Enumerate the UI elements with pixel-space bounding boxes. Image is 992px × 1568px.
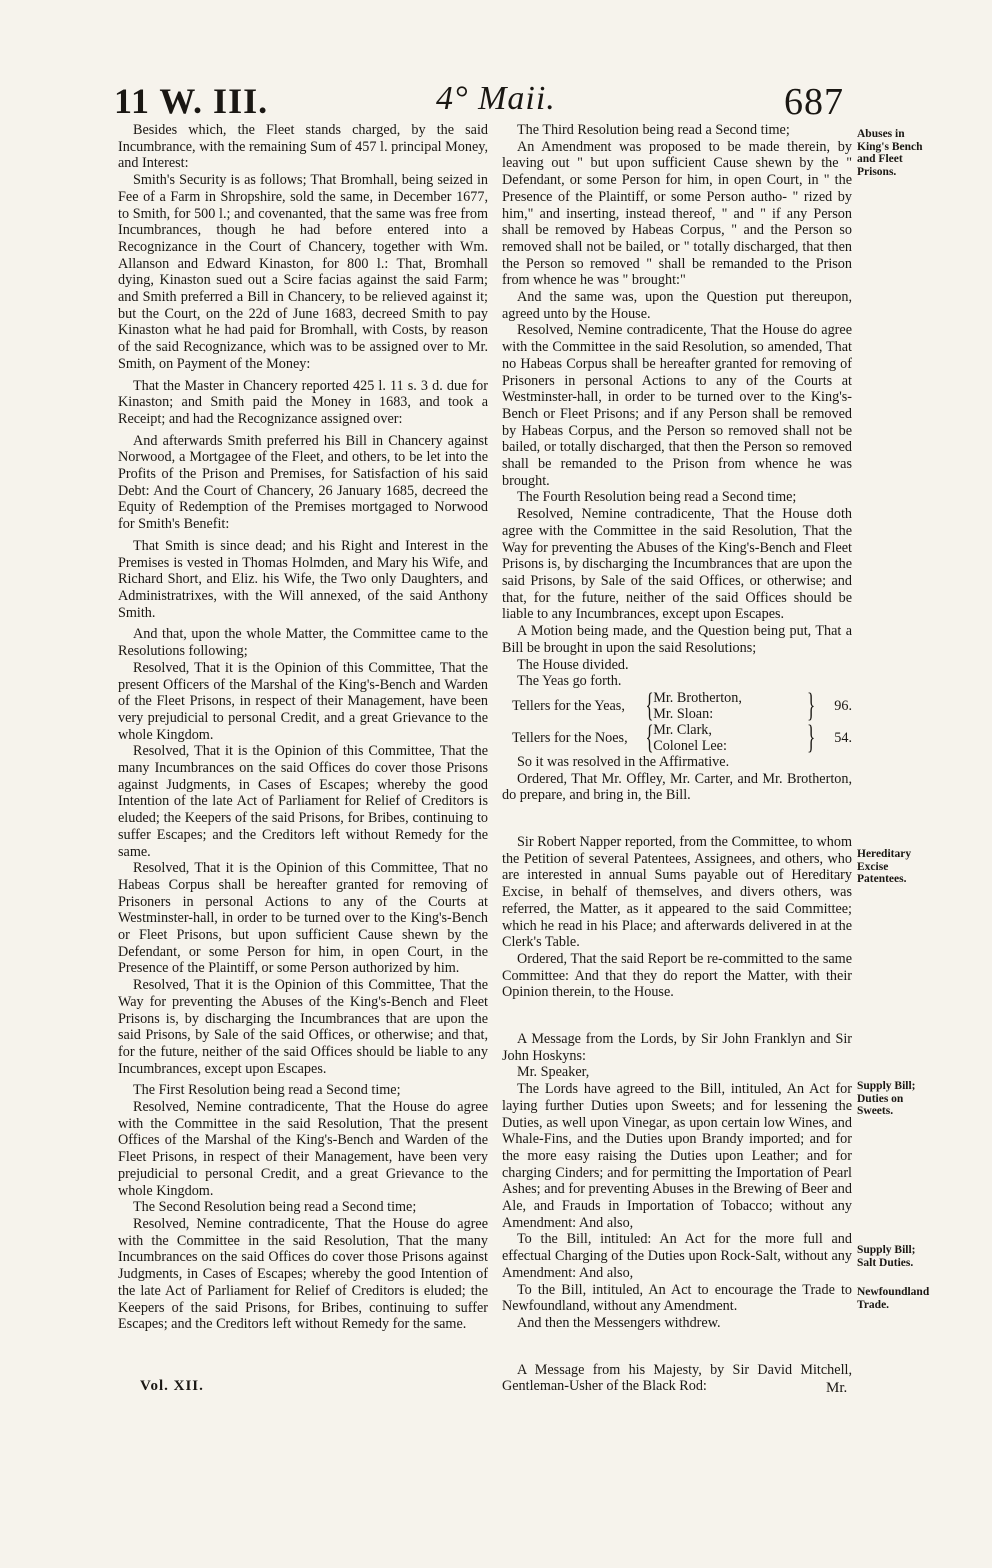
paragraph: Besides which, the Fleet stands charged, by the said Incumbrance, with the remaining Sum of 457 l. principal Money, and Interest: [118,122,488,172]
tellers-noes-names [653,722,802,754]
teller-name: Mr. Sloan: [653,705,714,722]
paragraph: An Amendment was proposed to be made therein, by leaving out " but upon sufficient Cause shewn by the " Defendant, or some Person for him, in open Court, in " the Presence of the Plaintiff, or some Person autho- " rized by him," and inserting, instead thereof, " and " if any Person shall be removed by Habeas Corpus, " and the Person so removed shall not be bailed, or " totally discharged, that then the Person so removed " shall be remanded to the Prison from whence he was " brought:" [502,138,852,289]
paragraph: The Third Resolution being read a Second time; [517,122,790,138]
paragraph: Resolved, That it is the Opinion of this Committee, That the many Incumbrances on the said Offices do cover those Prisons against Judgments, in Cases of Escapes; whereby the good Intention of the late Act of Parliament for Relief of Creditors is eluded; the Keepers of the said Prisons, for Bribes, continuing to suffer Escapes; and the Creditors left without Remedy for the same. [118,743,488,860]
volume-signature: Vol. XII. [140,1378,204,1394]
paragraph: The First Resolution being read a Second time; [133,1082,401,1099]
paragraph: Resolved, Nemine contradicente, That the House do agree with the Committee in the said Resolution, That the present Offices of the Marshal of the King's-Bench and Warden of the Fleet Prisons, in respect of their Management, have been very prejudicial to personal Credit, and a great Grievance to the whole Kingdom. [118,1099,488,1199]
running-head-reign: 11 W. III. [114,81,269,121]
brace-icon: } [807,686,816,724]
division-tellers [502,686,852,756]
right-column [502,122,852,1395]
paragraph: Ordered, That the said Report be re-committed to the same Committee: And that they do report the Matter, with their Opinion therein, to the House. [502,950,852,1001]
tellers-noes-row [512,718,852,756]
yeas-count: 96. [834,697,852,714]
paragraph: Resolved, Nemine contradicente, That the House do agree with the Committee in the said Resolution, That the many Incumbrances on the said Offices do cover those Prisons against Judgments, in Cases of Escapes; whereby the good Intention of the late Act of Parliament for Relief of Creditors is eluded; the Keepers of the said Prisons, for Bribes, continuing to suffer Escapes; and the Creditors left without Remedy for the same. [118,1216,488,1333]
margin-note: Newfoundland Trade. [857,1286,930,1311]
running-head-date: 4° Maii. [436,80,556,117]
paragraph: Mr. Speaker, [517,1064,590,1081]
paragraph: Resolved, That it is the Opinion of this Committee, That the Way for preventing the Abuses of the King's-Bench and Fleet Prisons is, by discharging the Incumbrances that are upon the said Prisons, by Sale of the said Offices, or otherwise; and that, for the future, neither of the said Offices should be liable to any Incumbrances, except upon Escapes. [118,977,488,1077]
brace-icon: { [645,718,654,756]
paragraph: The Yeas go forth. [517,673,622,690]
paragraph: The Fourth Resolution being read a Second time; [517,489,797,506]
teller-name: Mr. Clark, [653,721,712,738]
paragraph: Smith's Security is as follows; That Bromhall, being seized in Fee of a Farm in Shropshire, sold the same, in December 1677, to Smith, for 500 l.; and covenanted, that the same was free from Incumbrances, though he had before entered into a Recognizance in the Court of Chancery, together with Wm. Allanson and Edward Kinaston, for 800 l.: That, Bromhall dying, Kinaston sued out a Scire facias against the said Farm; and Smith preferred a Bill in Chancery, to be relieved against it; but the Court, on the 22d of June 1683, decreed Smith to pay Kinaston what he had paid for Bromhall, with Costs, by reason of the said Recognizance, which was to be assigned over to Mr. Smith, on Payment of the Money: [118,172,488,372]
paragraph: A Message from the Lords, by Sir John Franklyn and Sir John Hoskyns: [502,1031,852,1064]
paragraph: And that, upon the whole Matter, the Committee came to the Resolutions following; [118,626,488,660]
margin-note: Supply Bill; Duties on Sweets. [857,1080,916,1117]
page-number: 687 [784,81,844,123]
paragraph: And then the Messengers withdrew. [517,1315,721,1331]
left-column [118,122,488,1333]
paragraph: Sir Robert Napper reported, from the Committee, to whom the Petition of several Patentees, Assignees, and others, who are interested in annual Sums payable out of Hereditary Excise, in behalf of themselves, and divers others, was referred, the Matter, as it appeared to the said Committee; which he read in his Place; and afterwards delivered in at the Clerk's Table. [502,834,852,951]
catchword: Mr. [826,1380,848,1396]
margin-note: Hereditary Excise Patentees. [857,848,912,885]
teller-name: Mr. Brotherton, [653,689,742,706]
paragraph: To the Bill, intituled, An Act to encourage the Trade to Newfoundland, without any Amendment. [502,1281,852,1315]
tellers-yeas-label: Tellers for the Yeas, [512,697,625,714]
paragraph: A Message from his Majesty, by Sir David Mitchell, Gentleman-Usher of the Black Rod: [502,1361,852,1395]
margin-note: Supply Bill; Salt Duties. [857,1244,916,1269]
tellers-noes-label: Tellers for the Noes, [512,729,628,746]
tellers-yeas-names [653,690,802,722]
margin-note: Abuses in King's Bench and Fleet Prisons. [857,128,923,178]
paragraph: So it was resolved in the Affirmative. [517,753,730,770]
brace-icon: } [807,718,816,756]
paragraph: And afterwards Smith preferred his Bill in Chancery against Norwood, a Mortgagee of the Fleet, and others, to be let into the Profits of the Prison and Premises, for Satisfaction of his said Debt: And the Court of Chancery, 26 January 1685, decreed the Equity of Redemption of the Premises mortgaged to Norwood for Smith's Benefit: [118,432,488,533]
paragraph: The Lords have agreed to the Bill, intituled, An Act for laying further Duties upon Sweets; and for lessening the Duties, as well upon Vinegar, as upon certain low Wines, and Whale-Fins, and the Duties upon Brandy imported; and for the more easy raising the Duties upon Leather; and for charging Cinders; and for permitting the Importation of Pearl Ashes; and for preventing Abuses in the Brewing of Beer and Ale, and Frauds in Importation of Tobacco; without any Amendment: And also, [502,1081,852,1231]
tellers-yeas-row [512,686,852,724]
brace-icon: { [645,686,654,724]
paragraph: Resolved, Nemine contradicente, That the House doth agree with the Committee in the said Resolution, That the Way for preventing the Abuses of the King's-Bench and Fleet Prisons is, by discharging the Incumbrances that are upon the said Prisons, by Sale of the said Offices, or otherwise; and that, for the future, neither of the said Offices should be liable to any Incumbrances, except upon Escapes. [502,506,852,623]
paragraph: Resolved, That it is the Opinion of this Committee, That no Habeas Corpus shall be hereafter granted for removing of Prisoners in personal Actions to any of the Courts at Westminster-hall, in order to be turned over to the King's-Bench or Fleet Prisons, but upon sufficient Cause shewn by the Defendant, or some Person for him, in open Court, in the Presence of the Plaintiff, or some Person authorized by him. [118,860,488,977]
paragraph: To the Bill, intituled: An Act for the more full and effectual Charging of the Duties upon Rock-Salt, without any Amendment: And also, [502,1231,852,1281]
paragraph: Resolved, That it is the Opinion of this Committee, That the present Officers of the Marshal of the King's-Bench and Warden of the Fleet Prisons, in respect of their Management, have been very prejudicial to personal Credit, and a great Grievance to the whole Kingdom. [118,659,488,743]
paragraph: That Smith is since dead; and his Right and Interest in the Premises is vested in Thomas Holmden, and Mary his Wife, and Richard Short, and Eliz. his Wife, the Two only Daughters, and Administratrixes, with the Will annexed, of the said Anthony Smith. [118,537,488,621]
paragraph: A Motion being made, and the Question being put, That a Bill be brought in upon the said Resolutions; [502,623,852,656]
paragraph: Ordered, That Mr. Offley, Mr. Carter, and Mr. Brotherton, do prepare, and bring in, the Bill. [502,770,852,804]
paragraph: The Second Resolution being read a Second time; [133,1199,417,1216]
noes-count: 54. [834,729,852,746]
paragraph: The House divided. [517,656,629,673]
paragraph: That the Master in Chancery reported 425 l. 11 s. 3 d. due for Kinaston; and Smith paid the Money in 1683, and took a Receipt; and had the Recognizance assigned over: [118,377,488,427]
teller-name: Colonel Lee: [653,737,727,754]
paragraph: And the same was, upon the Question put thereupon, agreed unto by the House. [502,289,852,322]
paragraph: Resolved, Nemine contradicente, That the House do agree with the Committee in the said Resolution, so amended, That no Habeas Corpus shall be hereafter granted for removing of Prisoners in personal Actions to any of the Courts at Westminster-hall, in order to be turned over to the King's-Bench or Fleet Prisons; and if any Person shall be removed by Habeas Corpus, and the Person so removed shall not be bailed, or totally discharged, that then the Person so removed shall be remanded to the Prison from whence he was brought. [502,322,852,489]
